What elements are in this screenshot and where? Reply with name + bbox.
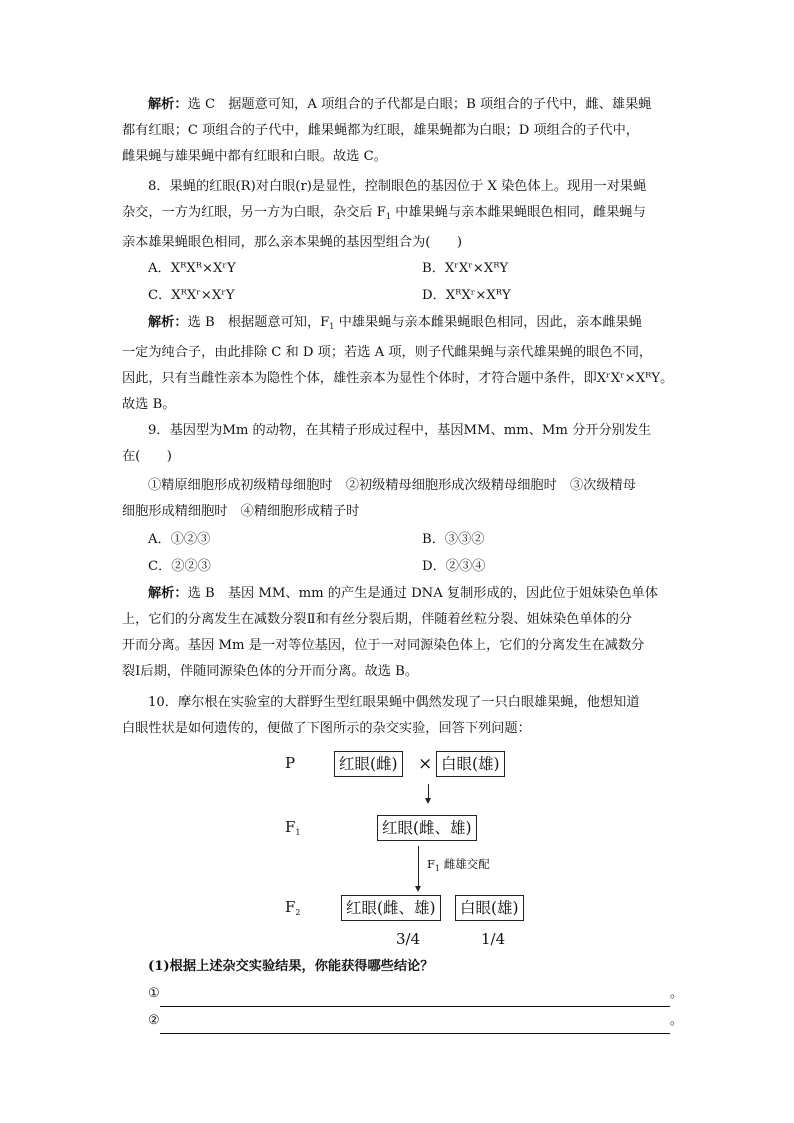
question-8 xyxy=(122,174,674,256)
blank-marker: ② xyxy=(148,1013,160,1028)
explanation-label: 解析： xyxy=(148,586,188,601)
question-9-items xyxy=(122,473,674,525)
sub-question-text: (1)根据上述杂交实验结果，你能获得哪些结论？ xyxy=(148,959,434,974)
explanation-text: 一定为纯合子，由此排除 C 和 D 项；若选 A 项，则子代雌果蝇与亲代雄果蝇的眼色不同， xyxy=(122,345,653,360)
f1-letter: F xyxy=(427,857,435,871)
explanation-text: 选 C 据题意可知，A 项组合的子代都是白眼；B 项组合的子代中，雌、雄果蝇 xyxy=(187,97,652,112)
explanation-text: 选 B 根据题意可知，F xyxy=(187,315,330,330)
explanation-text: 选 B 基因 MM、mm 的产生是通过 DNA 复制形成的，因此位于姐妹染色单体 xyxy=(187,586,658,601)
explanation-text: 故选 B。 xyxy=(122,397,176,412)
question-text: 10．摩尔根在实验室的大群野生型红眼果蝇中偶然发现了一只白眼雄果蝇，他想知道 xyxy=(148,695,640,710)
p-male-box: 白眼(雄) xyxy=(436,751,505,777)
end-mark: 。 xyxy=(669,1013,684,1028)
subscript: 1 xyxy=(434,864,441,873)
answer-blank[interactable] xyxy=(160,1015,670,1034)
question-text: 在( ) xyxy=(122,449,172,464)
answer-blank[interactable] xyxy=(160,988,670,1007)
option-d: D．②③④ xyxy=(422,559,486,574)
explanation-text: 上，它们的分离发生在减数分裂Ⅱ和有丝分裂后期，伴随着丝粒分裂、姐妹染色单体的分 xyxy=(122,612,633,627)
f2-white-box: 白眼(雄) xyxy=(455,895,524,921)
ratio-white: 1/4 xyxy=(481,930,506,948)
question-text: 8．果蝇的红眼(R)对白眼(r)是显性，控制眼色的基因位于 X 染色体上。现用一对果蝇 xyxy=(148,179,647,194)
subscript: 2 xyxy=(295,908,301,917)
explanation-text: 中雄果蝇与亲本雌果蝇眼色相同，因此，亲本雌果蝇 xyxy=(334,315,642,330)
option-a: A．XᴿXᴿ×XʳY xyxy=(148,261,236,276)
option-c: C．XᴿXʳ×XʳY xyxy=(148,288,235,303)
option-a: A．①②③ xyxy=(148,532,211,547)
cross-symbol: × xyxy=(418,754,433,774)
f2-red-box: 红眼(雌、雄) xyxy=(341,895,441,921)
explanation-text: 裂Ⅰ后期，伴随同源染色体的分开而分离。故选 B。 xyxy=(122,664,419,679)
cross-text: 雌雄交配 xyxy=(440,857,490,871)
explanation-label: 解析： xyxy=(148,315,188,330)
arrow-head xyxy=(425,798,431,804)
option-b: B．③③② xyxy=(422,532,485,547)
subscript: 1 xyxy=(329,322,335,331)
p-female-box: 红眼(雌) xyxy=(334,751,403,777)
blank-marker: ① xyxy=(148,986,160,1001)
subscript: 1 xyxy=(295,828,301,837)
generation-p-label: P xyxy=(285,754,296,772)
arrow-line xyxy=(418,846,419,888)
explanation-text: 因此，只有当雌性亲本为隐性个体，雄性亲本为显性个体时，才符合题中条件，即XʳXʳ×XᴿY。 xyxy=(122,371,674,386)
f1-cross-label xyxy=(427,859,490,873)
subscript: 1 xyxy=(385,212,391,221)
explanation-text: 开而分离。基因 Mm 是一对等位基因，位于一对同源染色体上，它们的分离发生在减数分 xyxy=(122,638,645,653)
question-text: 杂交，一方为红眼，另一方为白眼，杂交后 F xyxy=(122,205,386,220)
explanation-text: 都有红眼；C 项组合的子代中，雌果蝇都为红眼，雄果蝇都为白眼；D 项组合的子代中， xyxy=(122,123,639,138)
f2-letter: F xyxy=(285,898,296,916)
explanation-label: 解析： xyxy=(148,97,188,112)
answer-line-1 xyxy=(148,981,683,1007)
generation-f2-label xyxy=(285,900,301,917)
explanation-9 xyxy=(122,581,674,685)
question-text: 9．基因型为Mm 的动物，在其精子形成过程中，基因MM、mm、Mm 分开分别发生 xyxy=(148,423,652,438)
question-text: ①精原细胞形成初级精母细胞时 ②初级精母细胞形成次级精母细胞时 ③次级精母 xyxy=(148,478,636,493)
generation-f1-label xyxy=(285,820,301,837)
sub-question-1 xyxy=(148,954,433,980)
answer-line-2 xyxy=(148,1008,683,1034)
question-text: 中雄果蝇与亲本雌果蝇眼色相同，雌果蝇与 xyxy=(391,205,646,220)
question-text: 亲本雄果蝇眼色相同，那么亲本果蝇的基因型组合为( ) xyxy=(122,235,462,250)
question-10 xyxy=(122,690,674,742)
option-d: D．XᴿXʳ×XᴿY xyxy=(422,288,511,303)
explanation-7 xyxy=(122,92,674,170)
f1-box: 红眼(雌、雄) xyxy=(377,815,477,841)
arrow-head xyxy=(415,886,421,892)
option-b: B．XʳXʳ×XᴿY xyxy=(422,261,509,276)
question-text: 白眼性状是如何遗传的，便做了下图所示的杂交实验，回答下列问题： xyxy=(122,721,531,736)
explanation-text: 雌果蝇与雄果蝇中都有红眼和白眼。故选 C。 xyxy=(122,149,387,164)
option-c: C．②②③ xyxy=(148,559,211,574)
f1-letter: F xyxy=(285,818,296,836)
question-9 xyxy=(122,418,674,470)
ratio-red: 3/4 xyxy=(396,930,421,948)
end-mark: 。 xyxy=(669,986,684,1001)
explanation-8 xyxy=(122,310,674,418)
question-text: 细胞形成精细胞时 ④精细胞形成精子时 xyxy=(122,504,360,519)
